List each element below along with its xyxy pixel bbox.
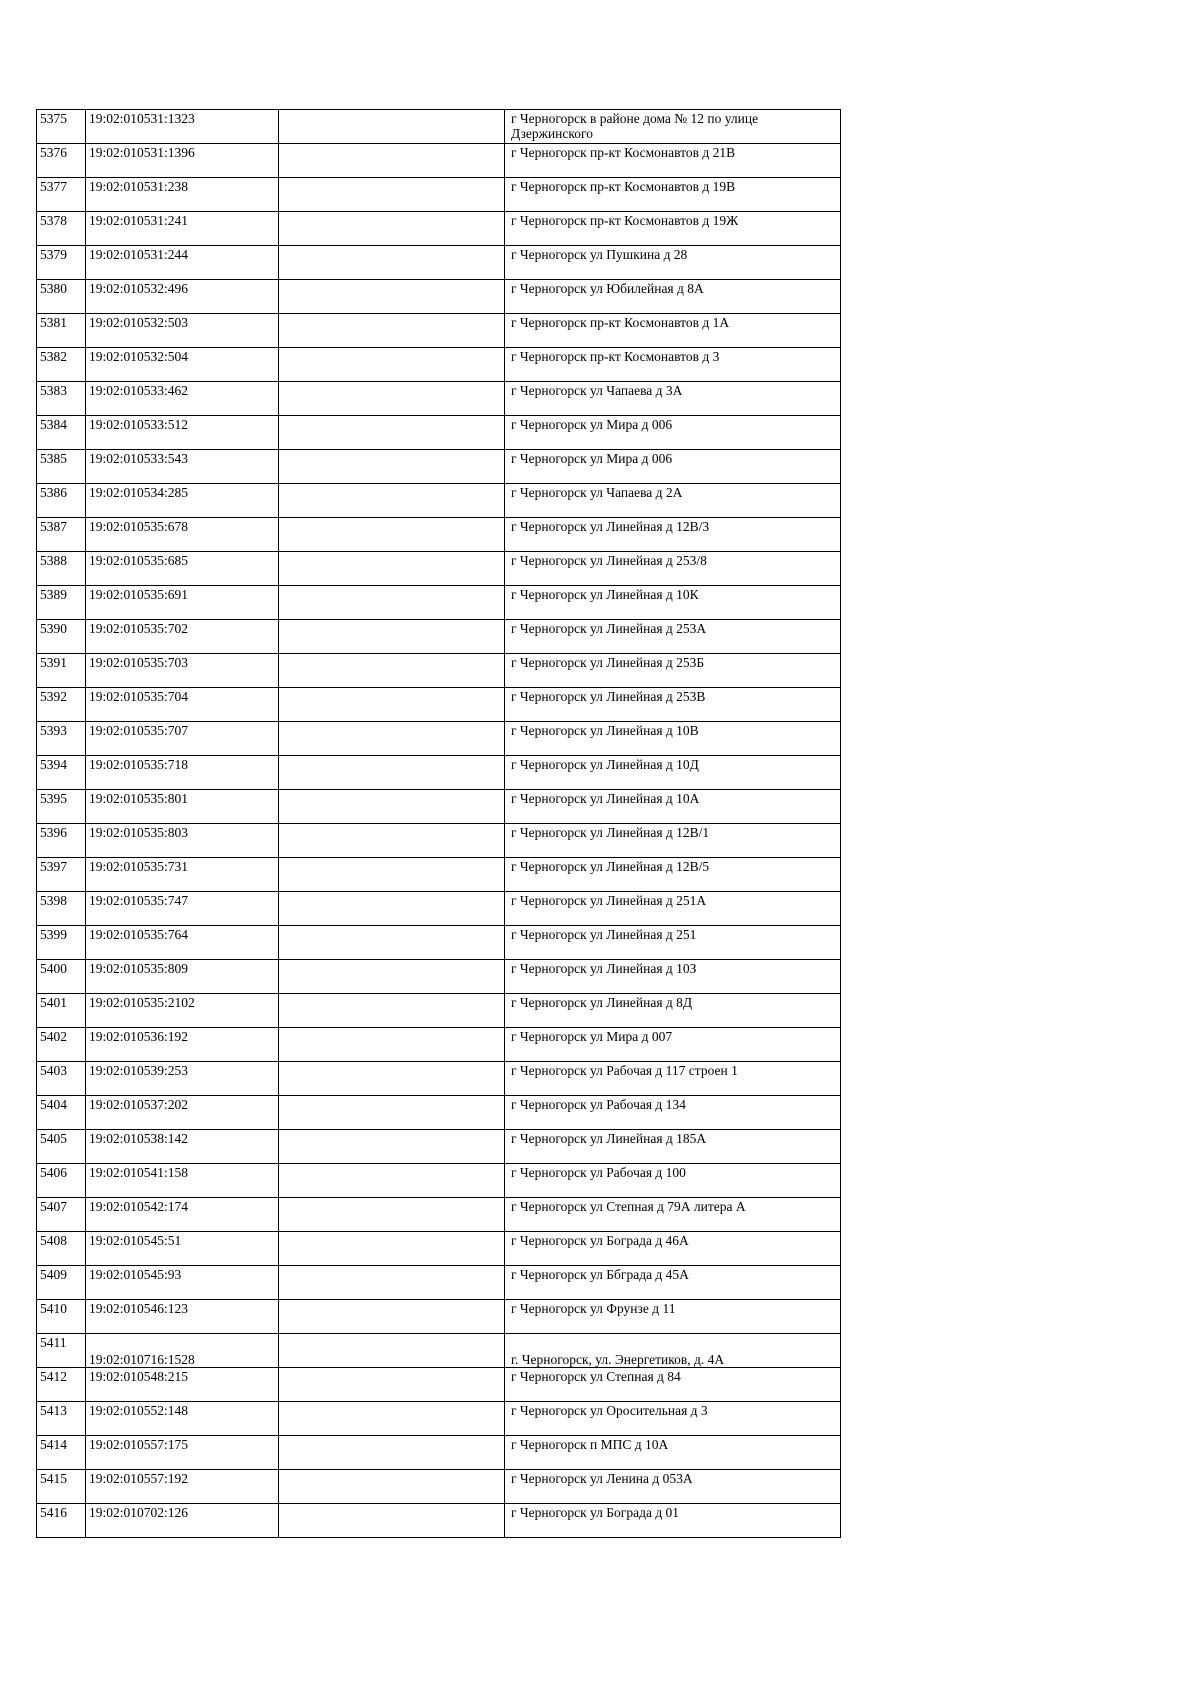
empty-cell	[279, 144, 505, 178]
empty-cell	[279, 212, 505, 246]
empty-cell	[279, 1504, 505, 1538]
table-row	[37, 1198, 841, 1232]
cadastral-number-cell: 19:02:010531:241	[86, 212, 279, 246]
empty-cell	[279, 1368, 505, 1402]
table-row	[37, 620, 841, 654]
empty-cell	[279, 1334, 505, 1368]
row-number-cell: 5410	[37, 1300, 86, 1334]
table-row	[37, 280, 841, 314]
table-row	[37, 110, 841, 144]
address-cell: г Черногорск ул Линейная д 8Д	[505, 994, 841, 1028]
table-row	[37, 144, 841, 178]
cadastral-number-cell: 19:02:010552:148	[86, 1402, 279, 1436]
address-cell: г Черногорск ул Рабочая д 117 строен 1	[505, 1062, 841, 1096]
empty-cell	[279, 1266, 505, 1300]
cadastral-number-cell: 19:02:010535:731	[86, 858, 279, 892]
empty-cell	[279, 654, 505, 688]
row-number-cell: 5406	[37, 1164, 86, 1198]
empty-cell	[279, 1028, 505, 1062]
table-row	[37, 892, 841, 926]
address-cell: г Черногорск ул Оросительная д 3	[505, 1402, 841, 1436]
row-number-cell: 5383	[37, 382, 86, 416]
empty-cell	[279, 416, 505, 450]
cadastral-number-cell: 19:02:010535:718	[86, 756, 279, 790]
cadastral-number-cell: 19:02:010535:707	[86, 722, 279, 756]
row-number-cell: 5388	[37, 552, 86, 586]
row-number-cell: 5386	[37, 484, 86, 518]
empty-cell	[279, 1164, 505, 1198]
cadastral-number-cell: 19:02:010557:175	[86, 1436, 279, 1470]
empty-cell	[279, 722, 505, 756]
table-row	[37, 1028, 841, 1062]
cadastral-number-cell: 19:02:010532:504	[86, 348, 279, 382]
row-number-cell: 5409	[37, 1266, 86, 1300]
table-row	[37, 552, 841, 586]
address-cell: г Черногорск ул Пушкина д 28	[505, 246, 841, 280]
address-cell: г Черногорск ул Линейная д 185А	[505, 1130, 841, 1164]
row-number-cell: 5380	[37, 280, 86, 314]
address-cell: г Черногорск ул Фрунзе д 11	[505, 1300, 841, 1334]
cadastral-number-cell: 19:02:010537:202	[86, 1096, 279, 1130]
registry-table-body	[37, 110, 841, 1538]
address-cell: г Черногорск ул Линейная д 10Д	[505, 756, 841, 790]
table-row	[37, 790, 841, 824]
empty-cell	[279, 1436, 505, 1470]
cadastral-number-cell: 19:02:010535:704	[86, 688, 279, 722]
table-row	[37, 450, 841, 484]
row-number-cell: 5399	[37, 926, 86, 960]
row-number-cell: 5396	[37, 824, 86, 858]
address-cell: г Черногорск ул Чапаева д 3А	[505, 382, 841, 416]
table-row	[37, 1164, 841, 1198]
address-cell: г Черногорск пр-кт Космонавтов д 21В	[505, 144, 841, 178]
table-row	[37, 654, 841, 688]
address-cell: г Черногорск ул Ленина д 053А	[505, 1470, 841, 1504]
cadastral-number-cell: 19:02:010533:543	[86, 450, 279, 484]
cadastral-number-cell: 19:02:010535:703	[86, 654, 279, 688]
address-cell: г Черногорск ул Линейная д 10З	[505, 960, 841, 994]
address-cell: г Черногорск ул Бограда д 46А	[505, 1232, 841, 1266]
row-number-cell: 5391	[37, 654, 86, 688]
registry-table	[36, 109, 841, 1538]
cadastral-number-cell: 19:02:010535:809	[86, 960, 279, 994]
row-number-cell: 5411	[37, 1334, 86, 1368]
row-number-cell: 5382	[37, 348, 86, 382]
table-row	[37, 1300, 841, 1334]
empty-cell	[279, 314, 505, 348]
table-row	[37, 926, 841, 960]
address-cell: г Черногорск ул Линейная д 253В	[505, 688, 841, 722]
empty-cell	[279, 1096, 505, 1130]
row-number-cell: 5400	[37, 960, 86, 994]
empty-cell	[279, 348, 505, 382]
table-row	[37, 1470, 841, 1504]
table-row	[37, 314, 841, 348]
row-number-cell: 5379	[37, 246, 86, 280]
row-number-cell: 5395	[37, 790, 86, 824]
address-cell: г Черногорск ул Рабочая д 134	[505, 1096, 841, 1130]
empty-cell	[279, 1402, 505, 1436]
empty-cell	[279, 178, 505, 212]
empty-cell	[279, 484, 505, 518]
cadastral-number-cell: 19:02:010533:462	[86, 382, 279, 416]
address-cell: г Черногорск ул Юбилейная д 8А	[505, 280, 841, 314]
address-cell: г Черногорск ул Мира д 006	[505, 450, 841, 484]
empty-cell	[279, 858, 505, 892]
empty-cell	[279, 1198, 505, 1232]
table-row	[37, 212, 841, 246]
address-cell: г Черногорск ул Линейная д 12В/1	[505, 824, 841, 858]
cadastral-number-cell: 19:02:010531:1323	[86, 110, 279, 144]
empty-cell	[279, 280, 505, 314]
table-row	[37, 722, 841, 756]
empty-cell	[279, 756, 505, 790]
empty-cell	[279, 926, 505, 960]
empty-cell	[279, 994, 505, 1028]
empty-cell	[279, 1300, 505, 1334]
row-number-cell: 5402	[37, 1028, 86, 1062]
cadastral-number-cell: 19:02:010535:685	[86, 552, 279, 586]
empty-cell	[279, 960, 505, 994]
cadastral-number-cell: 19:02:010536:192	[86, 1028, 279, 1062]
row-number-cell: 5384	[37, 416, 86, 450]
address-cell: г Черногорск п МПС д 10А	[505, 1436, 841, 1470]
address-cell: г Черногорск пр-кт Космонавтов д 3	[505, 348, 841, 382]
table-row	[37, 1096, 841, 1130]
row-number-cell: 5376	[37, 144, 86, 178]
row-number-cell: 5377	[37, 178, 86, 212]
empty-cell	[279, 620, 505, 654]
empty-cell	[279, 688, 505, 722]
cadastral-number-cell: 19:02:010557:192	[86, 1470, 279, 1504]
address-cell: г Черногорск ул Линейная д 253А	[505, 620, 841, 654]
address-cell: г Черногорск ул Ббграда д 45А	[505, 1266, 841, 1300]
empty-cell	[279, 1130, 505, 1164]
table-row	[37, 178, 841, 212]
cadastral-number-cell: 19:02:010531:244	[86, 246, 279, 280]
address-cell: г Черногорск в районе дома № 12 по улице Дзержинского	[505, 110, 841, 144]
table-row	[37, 994, 841, 1028]
row-number-cell: 5387	[37, 518, 86, 552]
cadastral-number-cell: 19:02:010535:691	[86, 586, 279, 620]
empty-cell	[279, 246, 505, 280]
cadastral-number-cell: 19:02:010545:93	[86, 1266, 279, 1300]
address-cell: г Черногорск ул Линейная д 253/8	[505, 552, 841, 586]
table-row	[37, 688, 841, 722]
row-number-cell: 5397	[37, 858, 86, 892]
address-cell: г Черногорск ул Чапаева д 2А	[505, 484, 841, 518]
row-number-cell: 5385	[37, 450, 86, 484]
cadastral-number-cell: 19:02:010532:496	[86, 280, 279, 314]
empty-cell	[279, 1232, 505, 1266]
row-number-cell: 5408	[37, 1232, 86, 1266]
address-cell: г Черногорск ул Рабочая д 100	[505, 1164, 841, 1198]
row-number-cell: 5390	[37, 620, 86, 654]
address-cell: г Черногорск ул Линейная д 10А	[505, 790, 841, 824]
row-number-cell: 5413	[37, 1402, 86, 1436]
cadastral-number-cell: 19:02:010535:747	[86, 892, 279, 926]
row-number-cell: 5412	[37, 1368, 86, 1402]
cadastral-number-cell: 19:02:010535:678	[86, 518, 279, 552]
cadastral-number-cell: 19:02:010535:764	[86, 926, 279, 960]
table-row	[37, 1062, 841, 1096]
cadastral-number-cell: 19:02:010541:158	[86, 1164, 279, 1198]
cadastral-number-cell: 19:02:010546:123	[86, 1300, 279, 1334]
address-cell: г Черногорск ул Линейная д 12В/5	[505, 858, 841, 892]
table-row	[37, 824, 841, 858]
address-cell: г Черногорск пр-кт Космонавтов д 19Ж	[505, 212, 841, 246]
row-number-cell: 5398	[37, 892, 86, 926]
address-cell: г Черногорск ул Линейная д 10К	[505, 586, 841, 620]
cadastral-number-cell: 19:02:010531:238	[86, 178, 279, 212]
address-cell: г Черногорск ул Мира д 006	[505, 416, 841, 450]
empty-cell	[279, 450, 505, 484]
table-row	[37, 586, 841, 620]
cadastral-number-cell: 19:02:010533:512	[86, 416, 279, 450]
table-row	[37, 1334, 841, 1368]
cadastral-number-cell: 19:02:010534:285	[86, 484, 279, 518]
row-number-cell: 5415	[37, 1470, 86, 1504]
address-cell: г Черногорск ул Бограда д 01	[505, 1504, 841, 1538]
empty-cell	[279, 1470, 505, 1504]
table-row	[37, 1436, 841, 1470]
address-cell: г Черногорск пр-кт Космонавтов д 19В	[505, 178, 841, 212]
empty-cell	[279, 382, 505, 416]
cadastral-number-cell: 19:02:010531:1396	[86, 144, 279, 178]
address-cell: г Черногорск ул Линейная д 12В/3	[505, 518, 841, 552]
empty-cell	[279, 110, 505, 144]
table-row	[37, 518, 841, 552]
cadastral-number-cell: 19:02:010532:503	[86, 314, 279, 348]
empty-cell	[279, 790, 505, 824]
row-number-cell: 5393	[37, 722, 86, 756]
table-row	[37, 1232, 841, 1266]
row-number-cell: 5394	[37, 756, 86, 790]
table-row	[37, 858, 841, 892]
table-row	[37, 1266, 841, 1300]
address-cell: г. Черногорск, ул. Энергетиков, д. 4А	[505, 1334, 841, 1368]
row-number-cell: 5392	[37, 688, 86, 722]
address-cell: г Черногорск ул Линейная д 10В	[505, 722, 841, 756]
empty-cell	[279, 1062, 505, 1096]
address-cell: г Черногорск пр-кт Космонавтов д 1А	[505, 314, 841, 348]
row-number-cell: 5375	[37, 110, 86, 144]
row-number-cell: 5414	[37, 1436, 86, 1470]
row-number-cell: 5404	[37, 1096, 86, 1130]
row-number-cell: 5389	[37, 586, 86, 620]
row-number-cell: 5401	[37, 994, 86, 1028]
empty-cell	[279, 824, 505, 858]
address-cell: г Черногорск ул Линейная д 253Б	[505, 654, 841, 688]
address-cell: г Черногорск ул Степная д 84	[505, 1368, 841, 1402]
cadastral-number-cell: 19:02:010716:1528	[86, 1334, 279, 1368]
empty-cell	[279, 586, 505, 620]
address-cell: г Черногорск ул Мира д 007	[505, 1028, 841, 1062]
table-row	[37, 416, 841, 450]
row-number-cell: 5403	[37, 1062, 86, 1096]
cadastral-number-cell: 19:02:010535:801	[86, 790, 279, 824]
empty-cell	[279, 892, 505, 926]
cadastral-number-cell: 19:02:010535:803	[86, 824, 279, 858]
empty-cell	[279, 552, 505, 586]
table-row	[37, 1130, 841, 1164]
empty-cell	[279, 518, 505, 552]
table-row	[37, 246, 841, 280]
address-cell: г Черногорск ул Линейная д 251	[505, 926, 841, 960]
table-row	[37, 348, 841, 382]
row-number-cell: 5407	[37, 1198, 86, 1232]
row-number-cell: 5416	[37, 1504, 86, 1538]
cadastral-number-cell: 19:02:010545:51	[86, 1232, 279, 1266]
table-row	[37, 1402, 841, 1436]
table-row	[37, 960, 841, 994]
table-row	[37, 1368, 841, 1402]
cadastral-number-cell: 19:02:010702:126	[86, 1504, 279, 1538]
cadastral-number-cell: 19:02:010535:702	[86, 620, 279, 654]
cadastral-number-cell: 19:02:010538:142	[86, 1130, 279, 1164]
cadastral-number-cell: 19:02:010548:215	[86, 1368, 279, 1402]
cadastral-number-cell: 19:02:010535:2102	[86, 994, 279, 1028]
address-cell: г Черногорск ул Степная д 79А литера А	[505, 1198, 841, 1232]
table-row	[37, 484, 841, 518]
table-row	[37, 1504, 841, 1538]
cadastral-number-cell: 19:02:010539:253	[86, 1062, 279, 1096]
row-number-cell: 5378	[37, 212, 86, 246]
cadastral-number-cell: 19:02:010542:174	[86, 1198, 279, 1232]
row-number-cell: 5381	[37, 314, 86, 348]
table-row	[37, 382, 841, 416]
row-number-cell: 5405	[37, 1130, 86, 1164]
address-cell: г Черногорск ул Линейная д 251А	[505, 892, 841, 926]
table-row	[37, 756, 841, 790]
